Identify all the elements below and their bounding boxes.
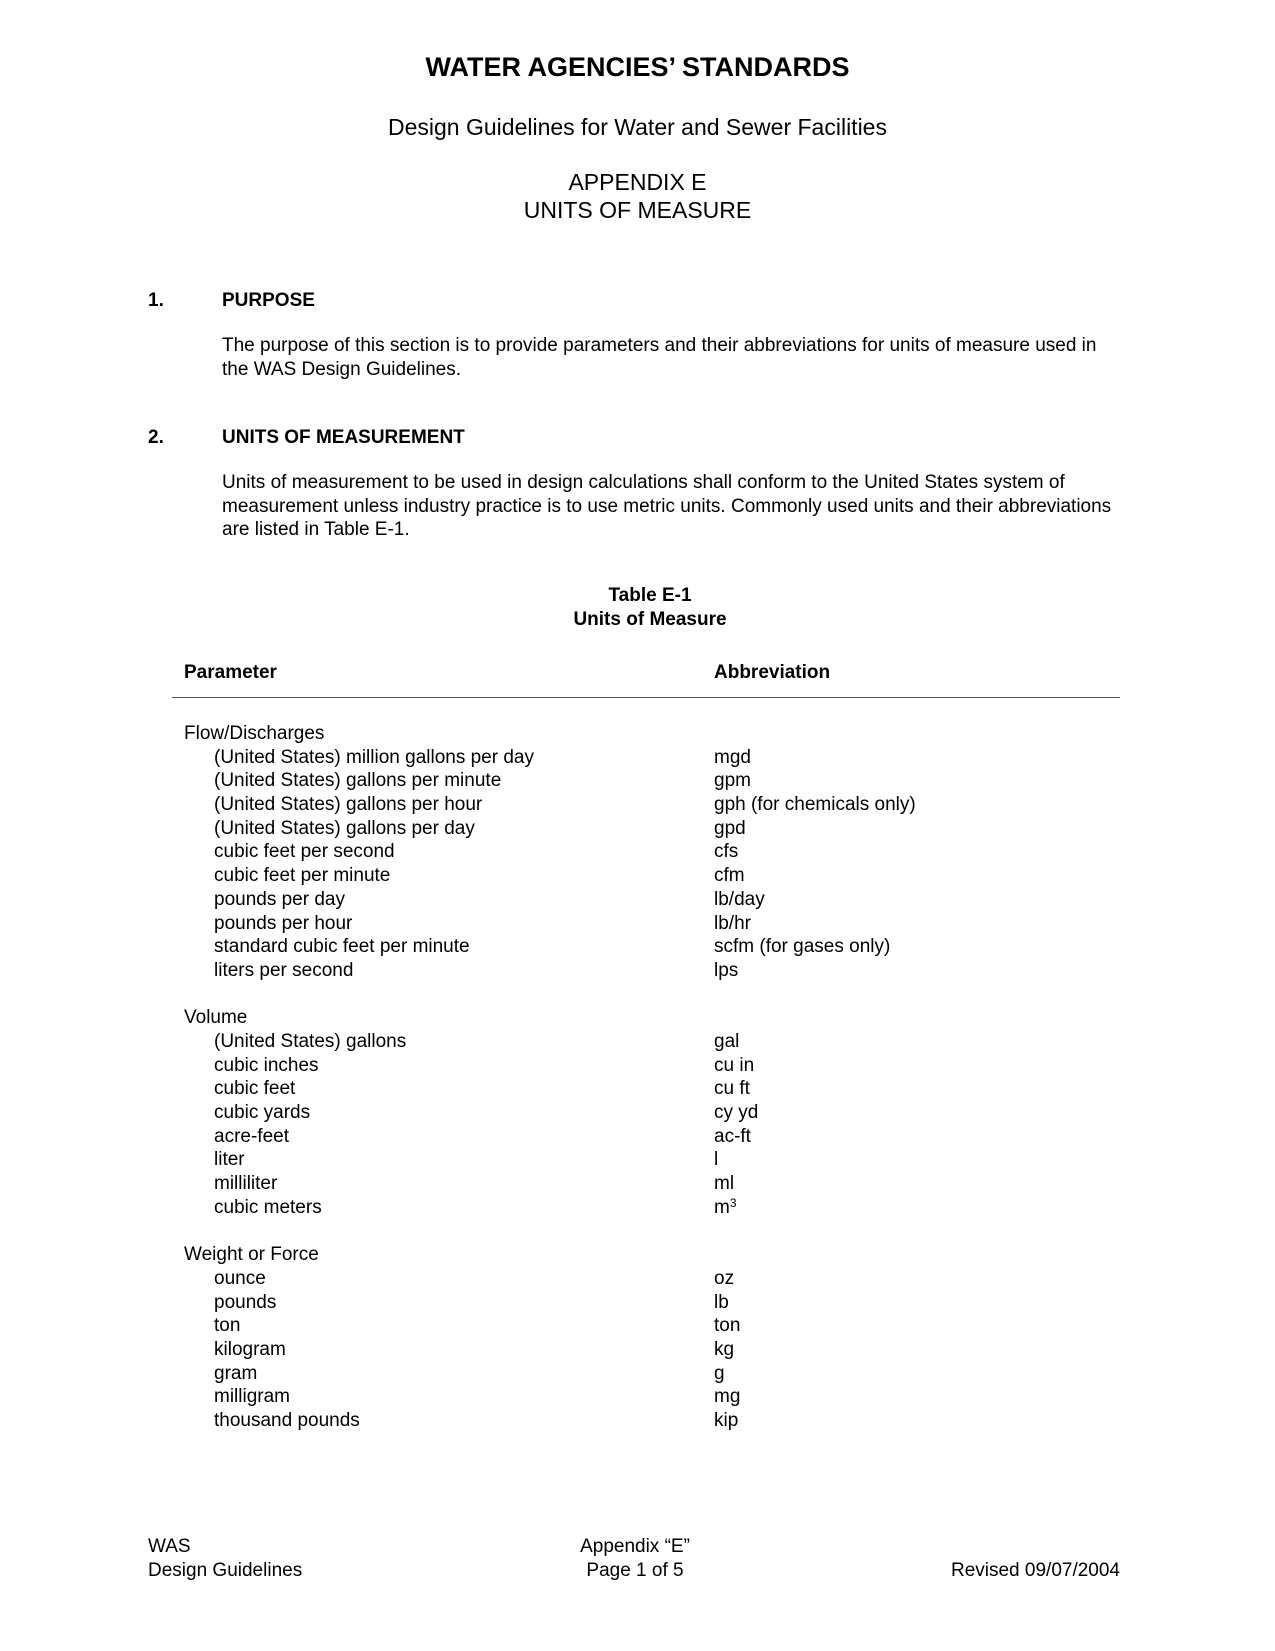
abbreviation-text: oz <box>714 1267 735 1289</box>
parameter-cell: cubic meters <box>214 1196 322 1218</box>
document-title: WATER AGENCIES’ STANDARDS <box>425 52 850 82</box>
parameter-cell: standard cubic feet per minute <box>214 936 470 958</box>
parameter-cell: cubic feet per second <box>214 841 395 863</box>
parameter-cell: (United States) million gallons per day <box>214 746 534 768</box>
parameter-cell: pounds per day <box>214 888 345 910</box>
document-subtitle: Design Guidelines for Water and Sewer Facilities <box>388 114 887 140</box>
abbreviation-text: gpd <box>714 817 746 839</box>
table-row <box>184 769 1120 793</box>
table-row <box>184 1338 1120 1362</box>
parameter-cell: cubic inches <box>214 1054 319 1076</box>
table-row <box>184 888 1120 912</box>
table-row <box>184 864 1120 888</box>
table-row <box>184 1409 1120 1433</box>
table-row <box>184 1172 1120 1196</box>
abbreviation-cell <box>714 935 890 959</box>
abbreviation-cell <box>714 1385 740 1409</box>
table-row <box>184 1125 1120 1149</box>
table-row <box>184 1054 1120 1078</box>
parameter-cell: acre-feet <box>214 1125 289 1147</box>
column-header-abbreviation: Abbreviation <box>714 662 831 683</box>
table-row <box>184 1267 1120 1291</box>
group-heading-row <box>184 722 1120 746</box>
abbreviation-cell <box>714 769 751 793</box>
abbreviation-cell <box>714 959 738 983</box>
table-row <box>184 912 1120 936</box>
table-row <box>184 817 1120 841</box>
table-row <box>184 1148 1120 1172</box>
parameter-cell: thousand pounds <box>214 1409 360 1431</box>
abbreviation-cell <box>714 1267 734 1291</box>
section-1-title: PURPOSE <box>222 290 315 311</box>
abbreviation-cell <box>714 1125 751 1149</box>
abbreviation-cell <box>714 1101 758 1125</box>
section-2-title: UNITS OF MEASUREMENT <box>222 427 465 448</box>
parameter-cell: pounds <box>214 1291 277 1313</box>
abbreviation-cell <box>714 817 746 841</box>
table-row <box>184 1314 1120 1338</box>
abbreviation-cell <box>714 746 751 770</box>
abbreviation-text: lb <box>714 1291 729 1313</box>
footer-org: WAS <box>148 1536 191 1557</box>
abbreviation-text: l <box>714 1149 719 1171</box>
abbreviation-text: lb/day <box>714 888 765 910</box>
appendix-label: APPENDIX E <box>568 169 707 195</box>
footer-center <box>540 1535 730 1583</box>
table-row <box>184 1362 1120 1386</box>
table-number: Table E-1 <box>608 585 692 606</box>
appendix-title: UNITS OF MEASURE <box>523 197 752 223</box>
abbreviation-text: lb/hr <box>714 912 751 934</box>
abbreviation-cell <box>714 1030 739 1054</box>
table-row <box>184 935 1120 959</box>
parameter-cell: (United States) gallons per hour <box>214 794 483 816</box>
parameter-cell: milligram <box>214 1386 290 1408</box>
abbreviation-text: kg <box>714 1338 735 1360</box>
abbreviation-text: ac-ft <box>714 1125 751 1147</box>
abbreviation-cell <box>714 1054 754 1078</box>
abbreviation-cell <box>714 1291 729 1315</box>
group-heading: Flow/Discharges <box>184 723 325 744</box>
abbreviation-text: cfs <box>714 841 739 863</box>
abbreviation-text: kip <box>714 1409 739 1431</box>
section-2-number: 2. <box>148 427 164 448</box>
table-row <box>184 1385 1120 1409</box>
abbreviation-cell <box>714 793 916 817</box>
units-table-body <box>184 722 1120 1433</box>
table-header-rule <box>172 697 1120 698</box>
parameter-cell: milliliter <box>214 1173 278 1195</box>
parameter-cell: ounce <box>214 1267 266 1289</box>
parameter-cell: gram <box>214 1362 258 1384</box>
abbreviation-text: lps <box>714 959 739 981</box>
footer-doc: Design Guidelines <box>148 1560 303 1581</box>
abbreviation-text: g <box>714 1362 725 1384</box>
abbreviation-cell <box>714 1362 725 1386</box>
table-row <box>184 793 1120 817</box>
table-row <box>184 1196 1120 1220</box>
abbreviation-text: ml <box>714 1173 735 1195</box>
parameter-cell: cubic feet per minute <box>214 865 391 887</box>
appendix-heading <box>0 168 1275 224</box>
group-spacer <box>184 1219 1120 1243</box>
abbreviation-text: gpm <box>714 770 751 792</box>
abbreviation-text: gph (for chemicals only) <box>714 794 916 816</box>
column-header-parameter: Parameter <box>184 662 277 683</box>
footer-left <box>148 1535 302 1583</box>
group-heading: Volume <box>184 1007 248 1029</box>
abbreviation-cell <box>714 1314 740 1338</box>
abbreviation-text: cy yd <box>714 1102 759 1123</box>
parameter-cell: ton <box>214 1315 241 1337</box>
group-heading-row <box>184 1243 1120 1267</box>
group-spacer <box>184 983 1120 1007</box>
parameter-cell: kilogram <box>214 1338 286 1360</box>
abbreviation-cell <box>714 1148 718 1172</box>
table-row <box>184 959 1120 983</box>
table-row <box>184 1101 1120 1125</box>
abbreviation-cell <box>714 888 765 912</box>
parameter-cell: cubic yards <box>214 1102 311 1123</box>
section-1-number: 1. <box>148 290 164 311</box>
table-row <box>184 1077 1120 1101</box>
abbreviation-text: cu in <box>714 1054 755 1076</box>
parameter-cell: cubic feet <box>214 1078 296 1100</box>
table-row <box>184 746 1120 770</box>
footer-page-number: Page 1 of 5 <box>586 1560 684 1581</box>
section-1-body: The purpose of this section is to provide parameters and their abbreviations for units of measure used in the WAS Design Guidelines. <box>222 335 1097 380</box>
section-2-body: Units of measurement to be used in design calculations shall conform to the United States system of measurement unless industry practice is to use metric units. Commonly used units and their abbreviations are listed in Table E-1. <box>222 472 1112 540</box>
abbreviation-cell <box>714 1338 734 1362</box>
table-row <box>184 1291 1120 1315</box>
group-heading-row <box>184 1006 1120 1030</box>
table-title: Units of Measure <box>573 608 727 630</box>
abbreviation-cell <box>714 840 738 864</box>
parameter-cell: (United States) gallons <box>214 1030 407 1052</box>
abbreviation-text: cfm <box>714 865 745 887</box>
abbreviation-text: cu ft <box>714 1078 750 1100</box>
abbreviation-cell <box>714 1077 750 1101</box>
group-heading: Weight or Force <box>184 1244 319 1266</box>
footer-appendix: Appendix “E” <box>580 1536 690 1557</box>
table-caption <box>545 584 755 631</box>
parameter-cell: liter <box>214 1149 245 1171</box>
parameter-cell: liters per second <box>214 959 354 981</box>
abbreviation-cell <box>714 912 751 936</box>
abbreviation-text: mg <box>714 1386 741 1408</box>
table-row <box>184 840 1120 864</box>
parameter-cell: (United States) gallons per minute <box>214 770 502 792</box>
abbreviation-cell <box>714 1196 737 1220</box>
abbreviation-text: mgd <box>714 746 751 768</box>
abbreviation-cell <box>714 864 745 888</box>
parameter-cell: (United States) gallons per day <box>214 817 475 839</box>
abbreviation-text: m <box>714 1196 730 1218</box>
abbreviation-superscript: 3 <box>729 1195 737 1210</box>
footer-revised-date: Revised 09/07/2004 <box>950 1560 1120 1581</box>
parameter-cell: pounds per hour <box>214 912 353 934</box>
abbreviation-cell <box>714 1172 734 1196</box>
abbreviation-cell <box>714 1409 738 1433</box>
abbreviation-text: ton <box>714 1315 741 1337</box>
abbreviation-text: gal <box>714 1030 740 1052</box>
table-row <box>184 1030 1120 1054</box>
abbreviation-text: scfm (for gases only) <box>714 936 891 958</box>
